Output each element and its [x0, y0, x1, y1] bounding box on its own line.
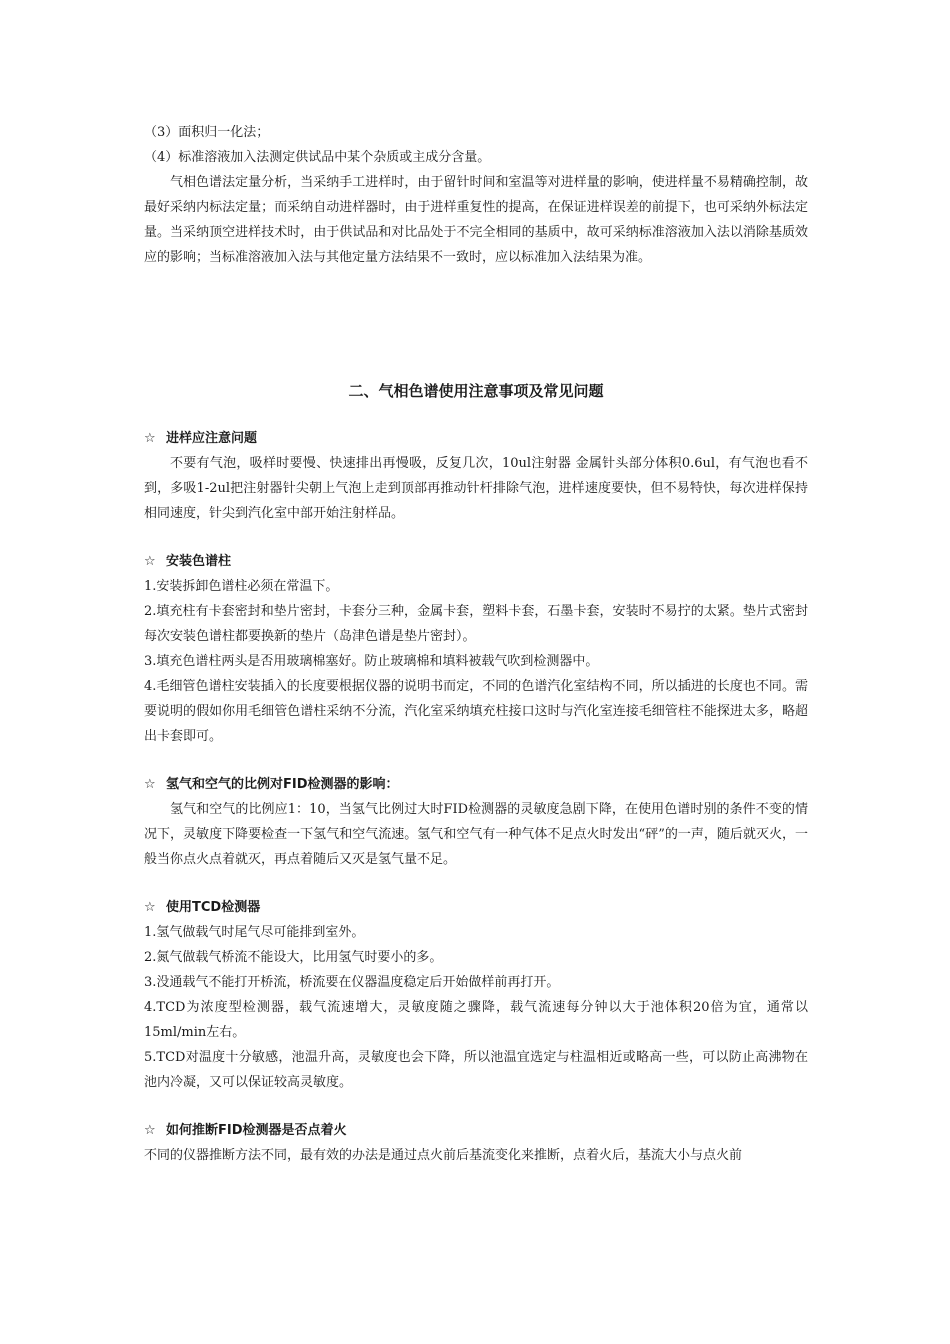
intro-item-3: （3）面积归一化法； [144, 125, 270, 140]
star-icon: ☆ [144, 554, 156, 569]
section-heading-text: 如何推断FID检测器是否点着火 [166, 1123, 347, 1138]
list-item: 不同的仪器推断方法不同，最有效的办法是通过点火前后基流变化来推断，点着火后，基流大小与点火前 [144, 1148, 743, 1163]
document-page [144, 120, 808, 1168]
section-tcd-detector [144, 895, 808, 1095]
section-fid-ignition [144, 1118, 808, 1168]
section-heading-text: 使用TCD检测器 [166, 900, 261, 915]
star-icon: ☆ [144, 431, 156, 446]
list-item: 4.毛细管色谱柱安装插入的长度要根据仪器的说明书而定，不同的色谱汽化室结构不同，所以插进的长度也不同。需要说明的假如你用毛细管色谱柱采纳不分流，汽化室采纳填充柱接口这时与汽化室连接毛细管柱不能探进太多，略超出卡套即可。 [144, 679, 808, 744]
intro-item-4: （4）标准溶液加入法测定供试品中某个杂质或主成分含量。 [144, 150, 491, 165]
section-heading [144, 895, 808, 920]
section-heading [144, 549, 808, 574]
list-item: 3.没通载气不能打开桥流，桥流要在仪器温度稳定后开始做样前再打开。 [144, 975, 560, 990]
section-hydrogen-air-ratio [144, 772, 808, 872]
section-injection [144, 426, 808, 526]
star-icon: ☆ [144, 1123, 156, 1138]
section-heading [144, 426, 808, 451]
section-paragraph: 氢气和空气的比例应1：10，当氢气比例过大时FID检测器的灵敏度急剧下降，在使用色谱时别的条件不变的情况下，灵敏度下降要检查一下氢气和空气流速。氢气和空气有一种气体不足点火时发出“砰”的一声，随后就灭火，一般当你点火点着就灭，再点着随后又灭是氢气量不足。 [144, 802, 808, 867]
section-column-install [144, 549, 808, 749]
star-icon: ☆ [144, 900, 156, 915]
section-title: 二、气相色谱使用注意事项及常见问题 [348, 382, 604, 400]
section-heading-text: 安装色谱柱 [166, 554, 232, 569]
section-heading-text: 进样应注意问题 [166, 431, 258, 446]
star-icon: ☆ [144, 777, 156, 792]
section-paragraph: 不要有气泡，吸样时要慢、快速排出再慢吸，反复几次，10ul注射器 金属针头部分体积0.6ul，有气泡也看不到，多吸1-2ul把注射器针尖朝上气泡上走到顶部再推动针杆排除气泡，进样速度要快，但不易特快，每次进样保持相同速度，针尖到汽化室中部开始注射样品。 [144, 456, 808, 521]
list-item: 2.氮气做载气桥流不能设大，比用氢气时要小的多。 [144, 950, 443, 965]
intro-paragraph: 气相色谱法定量分析，当采纳手工进样时，由于留针时间和室温等对进样量的影响，使进样量不易精确控制，故最好采纳内标法定量；而采纳自动进样器时，由于进样重复性的提高，在保证进样误差的前提下，也可采纳外标法定量。当采纳顶空进样技术时，由于供试品和对比品处于不完全相同的基质中，故可采纳标准溶液加入法以消除基质效应的影响；当标准溶液加入法与其他定量方法结果不一致时，应以标准加入法结果为准。 [144, 175, 808, 265]
section-heading [144, 1118, 808, 1143]
list-item: 5.TCD对温度十分敏感，池温升高，灵敏度也会下降，所以池温宜选定与柱温相近或略高一些，可以防止高沸物在池内冷凝，又可以保证较高灵敏度。 [144, 1050, 808, 1090]
list-item: 1.安装拆卸色谱柱必须在常温下。 [144, 579, 339, 594]
list-item: 1.氢气做载气时尾气尽可能排到室外。 [144, 925, 365, 940]
section-heading [144, 772, 808, 797]
list-item: 4.TCD为浓度型检测器，载气流速增大，灵敏度随之骤降，载气流速每分钟以大于池体积20倍为宜，通常以15ml/min左右。 [144, 1000, 808, 1040]
list-item: 3.填充色谱柱两头是否用玻璃棉塞好。防止玻璃棉和填料被载气吹到检测器中。 [144, 654, 599, 669]
section-heading-text: 氢气和空气的比例对FID检测器的影响： [166, 777, 399, 792]
list-item: 2.填充柱有卡套密封和垫片密封，卡套分三种，金属卡套，塑料卡套，石墨卡套，安装时不易拧的太紧。垫片式密封每次安装色谱柱都要换新的垫片（岛津色谱是垫片密封）。 [144, 604, 808, 644]
